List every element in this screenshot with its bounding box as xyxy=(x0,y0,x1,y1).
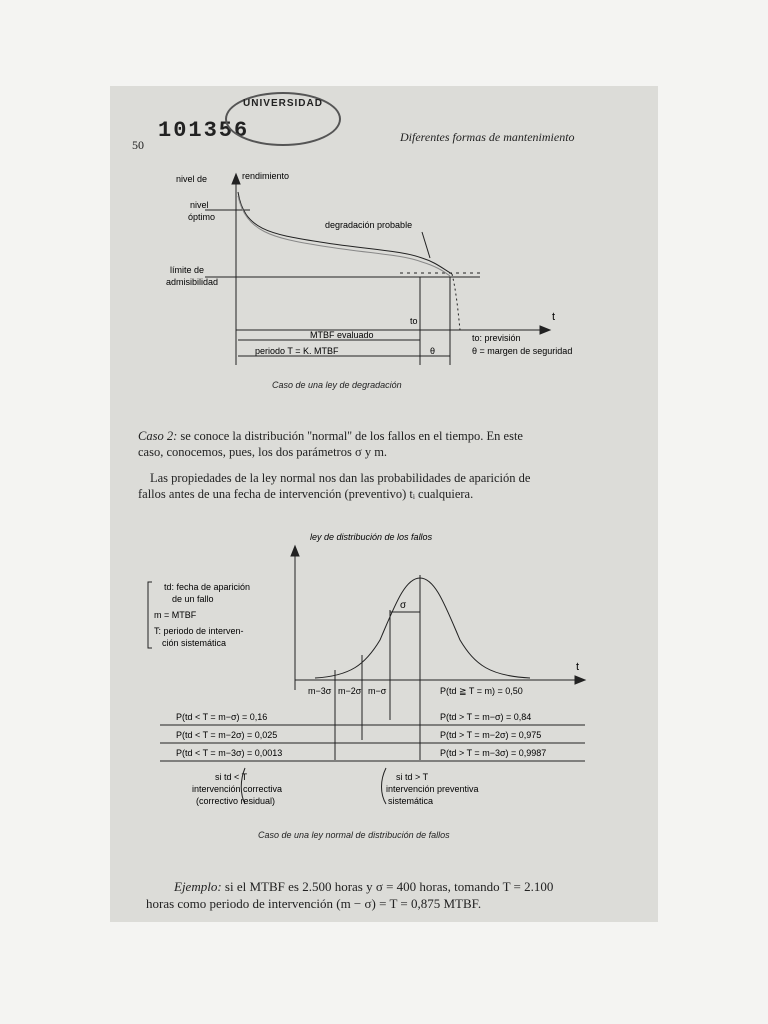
left-prob-1: P(td < T = m−σ) = 0,16 xyxy=(176,712,268,722)
library-stamp xyxy=(225,92,341,146)
optimal-label-1: nivel xyxy=(190,200,209,210)
normal-distribution-figure xyxy=(140,530,600,820)
degradation-leader xyxy=(422,232,430,258)
limit-label-1: límite de xyxy=(170,265,205,275)
pdf-t-label: t xyxy=(576,661,580,673)
left-note-3: (correctivo residual) xyxy=(196,796,276,806)
x-label-m-2sigma: m−2σ xyxy=(338,686,362,696)
serial-number: 101356 xyxy=(158,118,250,143)
time-axis-arrow xyxy=(540,326,550,334)
stamp-text: UNIVERSIDAD xyxy=(243,98,323,109)
pdf-y-axis-arrow xyxy=(291,546,299,556)
period-label: periodo T = K. MTBF xyxy=(255,346,339,356)
caso2-paragraph xyxy=(138,428,598,460)
right-note-3: sistemática xyxy=(388,796,434,806)
y-axis-label-2: rendimiento xyxy=(242,171,290,181)
pdf-x-axis-arrow xyxy=(575,676,585,684)
running-title: Diferentes formas de mantenimiento xyxy=(400,130,575,144)
normal-curve xyxy=(315,578,530,678)
right-prob-1: P(td ≧ T = m) = 0,50 xyxy=(440,686,523,696)
caso2-text-1: se conoce la distribución ''normal'' de los fallos en el tiempo. En este xyxy=(177,429,523,443)
theta-label: θ xyxy=(430,346,436,356)
legend-line-2: de un fallo xyxy=(172,594,214,604)
caso2-label: Caso 2: xyxy=(138,429,178,443)
to-label: to xyxy=(410,316,418,326)
legend-to: to: previsión xyxy=(472,333,521,343)
legend-line-3: m = MTBF xyxy=(154,610,197,620)
caso2-line-1 xyxy=(138,428,598,444)
example-line-1 xyxy=(174,878,606,895)
extrapolated-curve xyxy=(452,274,460,330)
properties-line-1: Las propiedades de la ley normal nos dan las probabilidades de aparición de xyxy=(150,471,531,485)
properties-paragraph xyxy=(138,470,600,502)
legend-theta: θ = margen de seguridad xyxy=(472,346,573,356)
degradation-curve-lower xyxy=(238,196,450,276)
example-line-2: horas como periodo de intervención (m − σ) = T = 0,875 MTBF. xyxy=(146,896,482,911)
left-prob-2: P(td < T = m−2σ) = 0,025 xyxy=(176,730,278,740)
right-note-2: intervención preventiva xyxy=(386,784,479,794)
y-axis-arrow xyxy=(232,174,240,184)
caso2-line-2: caso, conocemos, pues, los dos parámetros σ y m. xyxy=(138,445,388,459)
fig2-title: ley de distribución de los fallos xyxy=(310,532,433,542)
properties-line-2: fallos antes de una fecha de intervención (preventivo) tᵢ cualquiera. xyxy=(138,487,474,501)
fig2-caption: Caso de una ley normal de distribución de fallos xyxy=(258,830,450,840)
page-number: 50 xyxy=(132,138,144,152)
example-label: Ejemplo: xyxy=(174,879,222,894)
left-note-1: si td < T xyxy=(215,772,248,782)
legend-line-1: td: fecha de aparición xyxy=(164,582,251,592)
right-note-1: si td > T xyxy=(396,772,429,782)
x-label-m-3sigma: m−3σ xyxy=(308,686,332,696)
degradation-figure xyxy=(160,170,600,370)
sigma-label: σ xyxy=(400,600,407,611)
example-text-1: si el MTBF es 2.500 horas y σ = 400 horas, tomando T = 2.100 xyxy=(221,879,554,894)
legend-line-4: T: periodo de interven- xyxy=(154,626,244,636)
x-label-m-sigma: m−σ xyxy=(368,686,387,696)
right-prob-3: P(td > T = m−2σ) = 0,975 xyxy=(440,730,542,740)
degradation-label: degradación probable xyxy=(325,220,413,230)
right-prob-2: P(td > T = m−σ) = 0,84 xyxy=(440,712,532,722)
legend-line-5: ción sistemática xyxy=(162,638,227,648)
limit-label-2: admisibilidad xyxy=(166,277,219,287)
mtbf-label: MTBF evaluado xyxy=(310,330,374,340)
optimal-label-2: óptimo xyxy=(188,212,216,222)
left-prob-3: P(td < T = m−3σ) = 0,0013 xyxy=(176,748,283,758)
left-note-2: intervención correctiva xyxy=(192,784,283,794)
example-paragraph xyxy=(146,878,606,912)
fig1-caption: Caso de una ley de degradación xyxy=(272,380,402,390)
right-prob-4: P(td > T = m−3σ) = 0,9987 xyxy=(440,748,547,758)
legend-bracket xyxy=(148,582,152,648)
y-axis-label-1: nivel de xyxy=(176,174,208,184)
t-label: t xyxy=(552,311,556,323)
